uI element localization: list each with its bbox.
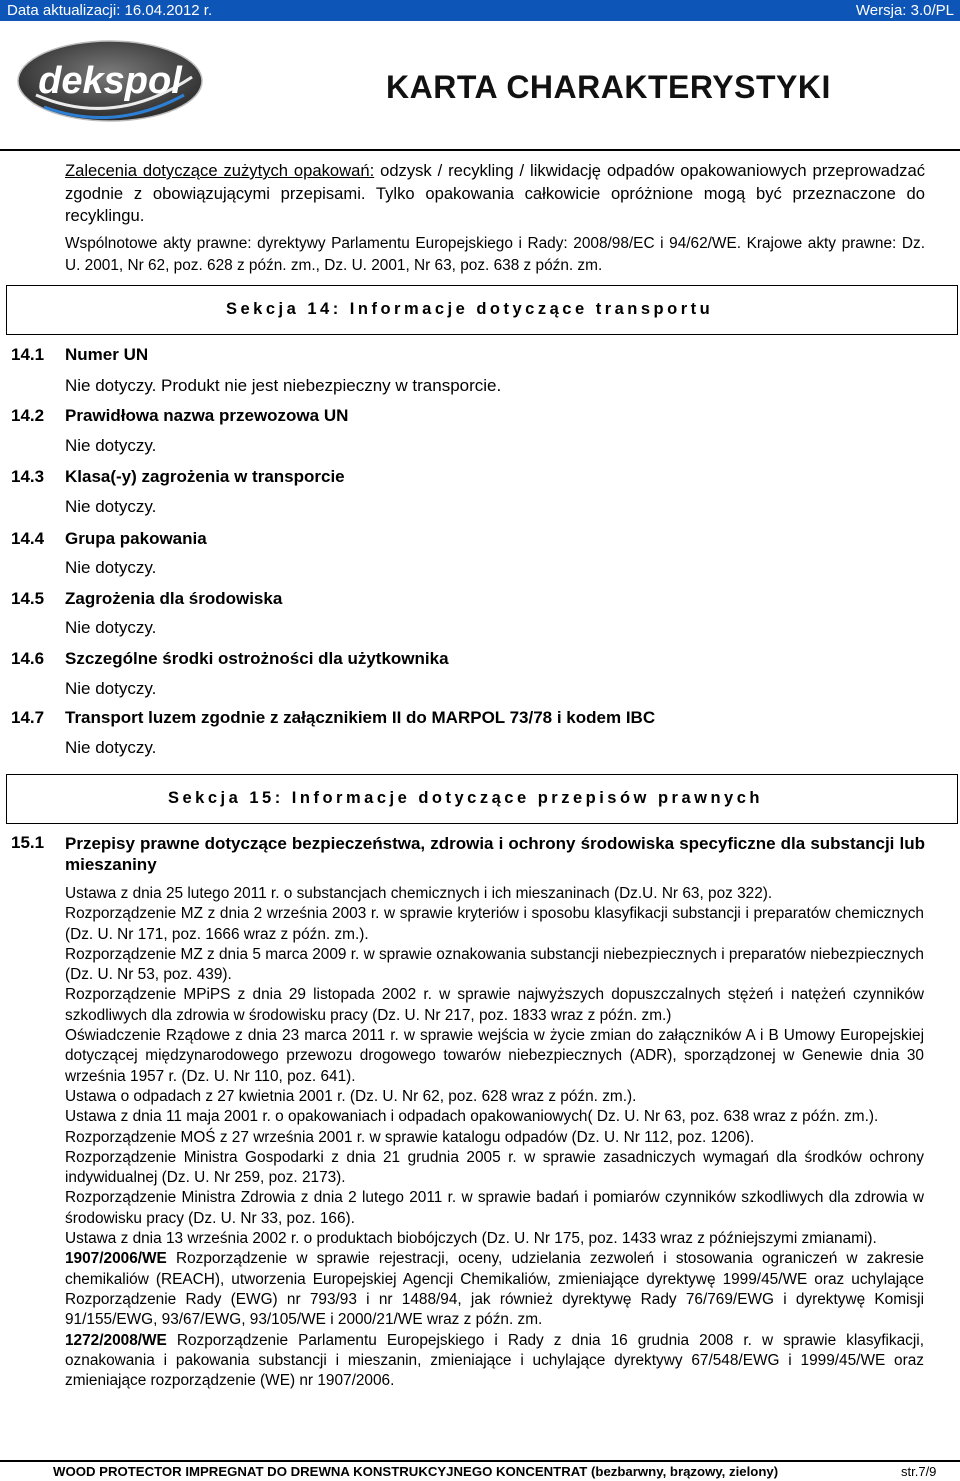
header-divider bbox=[0, 149, 960, 151]
item-number: 14.3 bbox=[11, 467, 45, 486]
recommendations-text: odzysk / recykling / likwidację odpadów opakowaniowych przeprowadzać zgodnie z obowiązującymi przepisami. Tylko opakowania całkowicie opróżnione mogą być przeznaczone do recyklingu. bbox=[65, 161, 925, 225]
regulation-item: Rozporządzenie Ministra Gospodarki z dnia 21 grudnia 2005 r. w sprawie zasadniczych wymagań dla środków ochrony indywidualnej (Dz. U. Nr 259, poz. 2173). bbox=[65, 1148, 924, 1187]
item-number: 14.6 bbox=[11, 649, 45, 668]
item-value: Nie dotyczy. bbox=[65, 618, 157, 637]
regulation-item: Rozporządzenie MOŚ z 27 września 2001 r. w sprawie katalogu odpadów (Dz. U. Nr 112, poz. 1206). bbox=[65, 1128, 755, 1146]
item-number: 14.4 bbox=[11, 529, 45, 548]
item-value: Nie dotyczy. Produkt nie jest niebezpieczny w transporcie. bbox=[65, 376, 502, 395]
item-value: Nie dotyczy. bbox=[65, 436, 157, 455]
item-title: Numer UN bbox=[65, 345, 149, 364]
regulation-item: Rozporządzenie Ministra Zdrowia z dnia 2 lutego 2011 r. w sprawie badań i pomiarów czynników szkodliwych dla zdrowia w środowisku pracy (Dz. U. Nr 33, poz. 166). bbox=[65, 1189, 924, 1227]
item-title: Klasa(-y) zagrożenia w transporcie bbox=[65, 467, 345, 486]
dekspol-logo-icon bbox=[14, 37, 214, 129]
item-title: Szczególne środki ostrożności dla użytkownika bbox=[65, 649, 449, 668]
update-date: Data aktualizacji: 16.04.2012 r. bbox=[7, 2, 213, 19]
item-value: Nie dotyczy. bbox=[65, 679, 157, 698]
regulation-item: Ustawa o odpadach z 27 kwietnia 2001 r. (Dz. U. Nr 62, poz. 628 wraz z późn. zm.). bbox=[65, 1087, 637, 1105]
section-15-title: Sekcja 15: Informacje dotyczące przepisów prawnych bbox=[168, 789, 763, 807]
waste-packaging-recommendations bbox=[65, 160, 925, 228]
subsection-15-1-number: 15.1 bbox=[11, 833, 45, 852]
recommendations-label: Zalecenia dotyczące zużytych opakowań: bbox=[65, 161, 375, 180]
footer-page-number: str.7/9 bbox=[901, 1464, 937, 1479]
document-title: KARTA CHARAKTERYSTYKI bbox=[386, 69, 831, 105]
legal-acts-text: Wspólnotowe akty prawne: dyrektywy Parlamentu Europejskiego i Rady: 2008/98/EC i 94/62/WE. Krajowe akty prawne: Dz. U. 2001, Nr 62, poz. 628 z późn. zm., Dz. U. 2001, Nr 63, poz. 638 z późn. zm. bbox=[65, 235, 925, 274]
dekspol-logo bbox=[14, 37, 214, 134]
regulation-text: Rozporządzenie w sprawie rejestracji, oceny, udzielania zezwoleń i stosowania ograniczeń w zakresie chemikaliów (REACH), utworzenia Europejskiej Agencji Chemikaliów, zmieniające dyrektywę 1999/45/WE oraz uchylające Rozporządzenie Rady (EWG) nr 793/93 i nr 1488/94, jak również dyrektywę Rady 76/769/EWG i dyrektywę Komisji 91/155/EWG, 93/67/EWG, 93/105/WE i 2000/21/WE wraz z późn. zm. bbox=[65, 1250, 924, 1329]
regulation-item: Ustawa z dnia 11 maja 2001 r. o opakowaniach i odpadach opakowaniowych( Dz. U. Nr 63, poz. 638 wraz z późn. zm.). bbox=[65, 1108, 879, 1126]
item-value: Nie dotyczy. bbox=[65, 558, 157, 577]
item-number: 14.1 bbox=[11, 345, 45, 364]
section-15-box bbox=[6, 774, 958, 824]
version-label: Wersja: 3.0/PL bbox=[855, 2, 954, 19]
document-header bbox=[0, 21, 960, 149]
regulation-clp bbox=[65, 1331, 924, 1392]
item-number: 14.5 bbox=[11, 589, 45, 608]
regulation-item: Rozporządzenie MZ z dnia 2 września 2003 r. w sprawie kryteriów i sposobu klasyfikacji substancji i preparatów chemicznych (Dz. U. Nr 171, poz. 1666 wraz z późn. zm.). bbox=[65, 905, 924, 943]
subsection-15-1-title: Przepisy prawne dotyczące bezpieczeństwa, zdrowia i ochrony środowiska specyficzne dla substancji lub mieszaniny bbox=[65, 834, 925, 874]
item-title: Prawidłowa nazwa przewozowa UN bbox=[65, 406, 349, 425]
item-title: Zagrożenia dla środowiska bbox=[65, 589, 283, 608]
item-number: 14.2 bbox=[11, 406, 45, 425]
regulation-item: Ustawa z dnia 13 września 2002 r. o produktach biobójczych (Dz. U. Nr 175, poz. 1433 wraz z późniejszymi zmianami). bbox=[65, 1230, 877, 1248]
legal-regulations-list bbox=[65, 884, 924, 1391]
item-value: Nie dotyczy. bbox=[65, 497, 157, 516]
item-title: Grupa pakowania bbox=[65, 529, 207, 548]
regulation-item: Rozporządzenie MPiPS z dnia 29 listopada 2002 r. w sprawie najwyższych dopuszczalnych stężeń i natężeń czynników szkodliwych dla zdrowia w środowisku pracy (Dz. U. Nr 217, poz. 1833 wraz z późn. zm.) bbox=[65, 986, 924, 1024]
regulation-reach bbox=[65, 1249, 924, 1330]
footer-product-name: WOOD PROTECTOR IMPREGNAT DO DREWNA KONSTRUKCYJNEGO KONCENTRAT (bezbarwny, brązowy, zielony) bbox=[53, 1464, 779, 1479]
regulation-item: Rozporządzenie MZ z dnia 5 marca 2009 r. w sprawie oznakowania substancji niebezpiecznych i preparatów niebezpiecznych (Dz. U. Nr 53, poz. 439). bbox=[65, 945, 924, 984]
regulation-text: Rozporządzenie Parlamentu Europejskiego i Rady z dnia 16 grudnia 2008 r. w sprawie klasyfikacji, oznakowania i pakowania substancji i mieszanin, zmieniające i uchylające dyrektywy 67/548/EWG i 1999/45/WE oraz zmieniające rozporządzenie (WE) nr 1907/2006. bbox=[65, 1331, 924, 1390]
item-number: 14.7 bbox=[11, 708, 45, 727]
svg-text:dekspol: dekspol bbox=[38, 60, 182, 102]
item-title: Transport luzem zgodnie z załącznikiem II do MARPOL 73/78 i kodem IBC bbox=[65, 708, 656, 727]
section-14-box bbox=[6, 285, 958, 335]
regulation-item: Oświadczenie Rządowe z dnia 23 marca 2011 r. w sprawie wejścia w życie zmian do załączników A i B Umowy Europejskiej dotyczącej międzynarodowego przewozu drogowego towarów niebezpiecznych (ADR), sporządzonej w Genewie dnia 30 września 1957 r. (Dz. U. Nr 110, poz. 641). bbox=[65, 1027, 924, 1085]
top-bar bbox=[0, 0, 960, 21]
regulation-code: 1272/2008/WE bbox=[65, 1331, 167, 1349]
regulation-item: Ustawa z dnia 25 lutego 2011 r. o substancjach chemicznych i ich mieszaninach (Dz.U. Nr 63, poz 322). bbox=[65, 885, 773, 902]
section-14-title: Sekcja 14: Informacje dotyczące transportu bbox=[226, 300, 714, 318]
regulation-code: 1907/2006/WE bbox=[65, 1250, 167, 1268]
item-value: Nie dotyczy. bbox=[65, 738, 157, 757]
